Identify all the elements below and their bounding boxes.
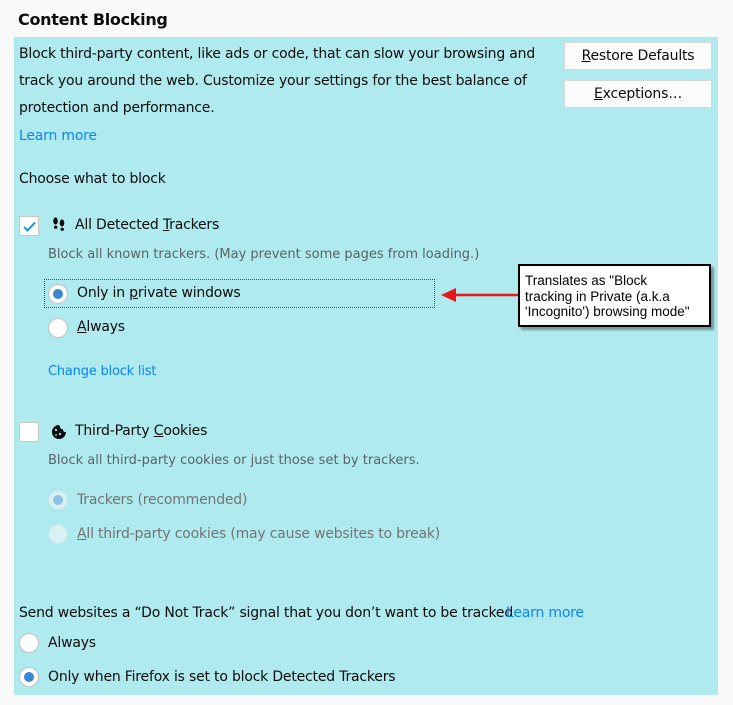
radio-dnt-only-when-label[interactable]: Only when Firefox is set to block Detected Trackers [48,669,396,685]
annotation-callout: Translates as "Block tracking in Private (a.k.a 'Incognito') browsing mode" [518,264,711,327]
dnt-learn-more-link[interactable]: Learn more [506,605,584,621]
radio-private-windows[interactable] [48,284,68,304]
radio-dnt-always[interactable] [19,633,39,653]
learn-more-link[interactable]: Learn more [19,128,97,144]
cookie-icon [51,424,67,444]
cookies-description: Block all third-party cookies or just those set by trackers. [48,453,420,468]
cookies-label[interactable]: Third-Party Cookies [75,423,208,439]
section-description: Block third-party content, like ads or code, that can slow your browsing and track you around the web. Customize your settings for the best balance of protection and performance. [19,46,536,116]
radio-trackers-always-label[interactable]: Always [77,319,125,335]
radio-dnt-always-label[interactable]: Always [48,635,96,651]
trackers-label[interactable]: All Detected Trackers [75,217,220,233]
radio-dnt-only-when[interactable] [19,667,39,687]
dnt-label: Send websites a “Do Not Track” signal that you don’t want to be tracked [19,605,514,621]
section-title: Content Blocking [18,10,168,29]
exceptions-button[interactable]: Exceptions… [564,80,712,108]
radio-cookies-all-label[interactable]: All third-party cookies (may cause websites to break) [77,526,441,542]
change-block-list-link[interactable]: Change block list [48,364,157,379]
radio-trackers-always[interactable] [48,318,68,338]
radio-cookies-trackers[interactable] [48,490,68,510]
choose-label: Choose what to block [19,171,166,187]
trackers-checkbox[interactable] [19,216,39,236]
annotation-arrow-icon [438,284,522,308]
checkmark-icon [23,221,36,232]
trackers-description: Block all known trackers. (May prevent some pages from loading.) [48,247,480,262]
radio-cookies-all[interactable] [48,524,68,544]
footprints-icon [51,217,67,237]
restore-defaults-button[interactable]: Restore Defaults [564,42,712,70]
cookies-checkbox[interactable] [19,422,39,442]
radio-cookies-trackers-label[interactable]: Trackers (recommended) [77,492,248,508]
radio-private-windows-label[interactable]: Only in private windows [77,285,241,301]
